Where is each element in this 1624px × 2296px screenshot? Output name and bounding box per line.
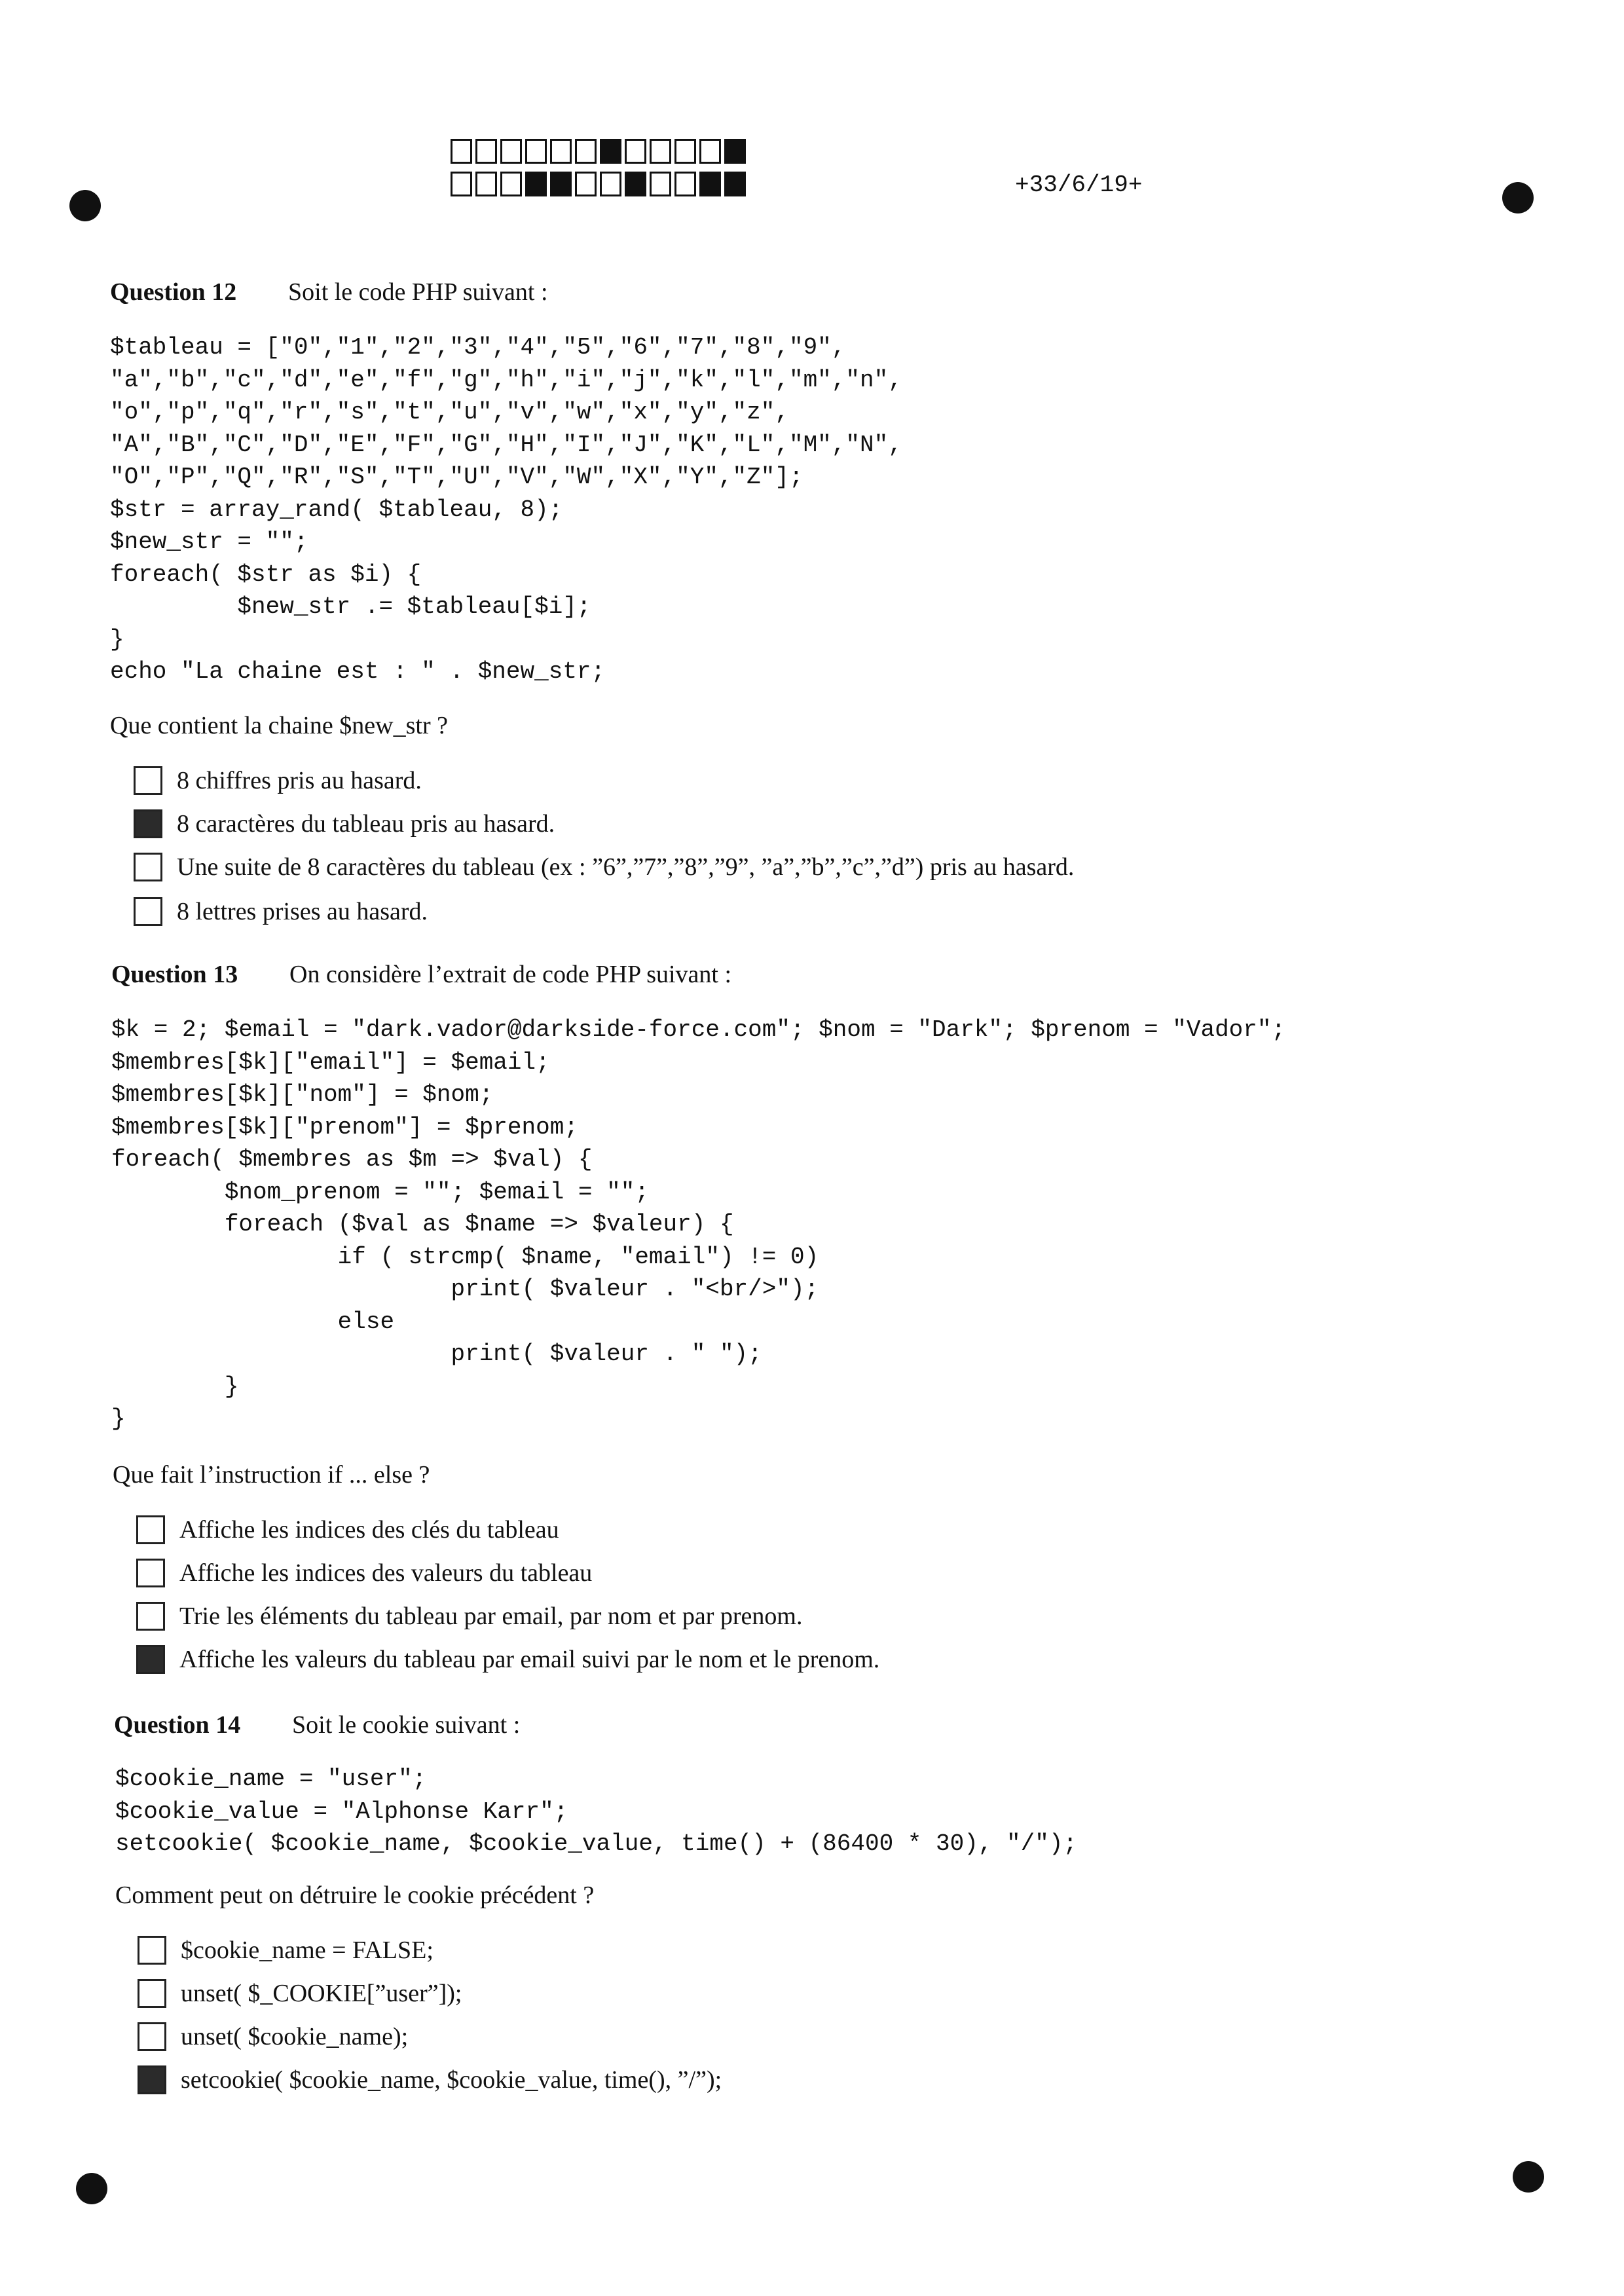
barcode-cell <box>625 139 646 164</box>
barcode-cell <box>674 139 696 164</box>
answer-checkbox[interactable] <box>138 1936 166 1965</box>
question-14-option-3[interactable] <box>138 2022 408 2051</box>
barcode-cell <box>525 172 547 196</box>
answer-checkbox[interactable] <box>136 1559 165 1587</box>
option-label: unset( $_COOKIE[”user”]); <box>181 1980 462 2007</box>
barcode-cell <box>699 172 721 196</box>
option-label: Affiche les indices des valeurs du tableau <box>179 1559 593 1587</box>
barcode-cell <box>650 139 671 164</box>
barcode-cell <box>625 172 646 196</box>
answer-checkbox[interactable] <box>136 1645 165 1674</box>
question-intro: On considère l’extrait de code PHP suivant : <box>289 961 732 988</box>
barcode-cell <box>724 139 746 164</box>
barcode-cell <box>600 139 621 164</box>
question-14-option-1[interactable] <box>138 1936 434 1965</box>
question-number: Question 14 <box>114 1711 241 1739</box>
barcode-cell <box>525 139 547 164</box>
option-label: Affiche les valeurs du tableau par email suivi par le nom et le prenom. <box>179 1646 880 1673</box>
option-label: Affiche les indices des clés du tableau <box>179 1516 559 1544</box>
question-13-option-3[interactable] <box>136 1602 802 1631</box>
registration-mark-bottom-left <box>76 2173 107 2204</box>
answer-checkbox[interactable] <box>134 809 162 838</box>
question-12-code: $tableau = ["0","1","2","3","4","5","6","7","8","9", "a","b","c","d","e","f","g","h","i","j","k","l","m","n", "o","p","q","r","s","t","u","v","w","x","y","z", "A","B","C","D","E","F","G","H","I","J","K","L","M","N", "O","P","Q","R","S","T","U","V","W","X","Y","Z"]; $str = array_rand( $tableau, 8); $new_str = ""; foreach( $str as $i) { $new_str .= $tableau[$i]; } echo "La chaine est : " . $new_str; <box>110 334 902 685</box>
option-label: Une suite de 8 caractères du tableau (ex : ”6”,”7”,”8”,”9”, ”a”,”b”,”c”,”d”) pris au hasard. <box>177 853 1075 881</box>
question-12-option-3[interactable] <box>134 853 1074 881</box>
barcode-cell <box>451 139 472 164</box>
question-13-prompt: Que fait l’instruction if ... else ? <box>113 1461 430 1489</box>
option-label: 8 caractères du tableau pris au hasard. <box>177 810 555 838</box>
question-13-header <box>111 960 731 989</box>
question-12-option-1[interactable] <box>134 766 422 795</box>
registration-mark-top-left <box>69 190 101 221</box>
answer-checkbox[interactable] <box>134 766 162 795</box>
registration-mark-bottom-right <box>1513 2161 1544 2193</box>
answer-checkbox[interactable] <box>134 897 162 926</box>
question-14-code: $cookie_name = "user"; $cookie_value = "Alphonse Karr"; setcookie( $cookie_name, $cookie_value, time() + (86400 * 30), "/"); <box>115 1766 1078 1857</box>
barcode-cell <box>650 172 671 196</box>
question-number: Question 12 <box>110 278 237 306</box>
answer-checkbox[interactable] <box>134 853 162 881</box>
barcode-cell <box>550 139 572 164</box>
option-label: 8 lettres prises au hasard. <box>177 898 428 925</box>
question-12-header <box>110 278 548 306</box>
barcode-cell <box>475 172 497 196</box>
question-13-option-2[interactable] <box>136 1559 592 1587</box>
question-14-prompt: Comment peut on détruire le cookie précédent ? <box>115 1881 595 1909</box>
registration-mark-top-right <box>1502 182 1534 213</box>
barcode-cell <box>451 172 472 196</box>
question-number: Question 13 <box>111 961 238 988</box>
question-12-option-4[interactable] <box>134 897 428 926</box>
page-id: +33/6/19+ <box>1015 172 1143 198</box>
barcode-cell <box>575 139 597 164</box>
barcode-cell <box>600 172 621 196</box>
question-13-code: $k = 2; $email = "dark.vador@darkside-force.com"; $nom = "Dark"; $prenom = "Vador"; $membres[$k]["email"] = $email; $membres[$k]["nom"] = $nom; $membres[$k]["prenom"] = $prenom; foreach( $membres as $m => $val) { $nom_prenom = ""; $email = ""; foreach ($val as $name => $valeur) { if ( strcmp( $name, "email") != 0) print( $valeur . "<br/>"); else print( $valeur . " "); } } <box>111 1016 1286 1432</box>
question-intro: Soit le code PHP suivant : <box>288 278 548 306</box>
question-12-option-2[interactable] <box>134 809 555 838</box>
barcode-cell <box>699 139 721 164</box>
option-label: setcookie( $cookie_name, $cookie_value, time(), ”/”); <box>181 2066 722 2094</box>
option-label: 8 chiffres pris au hasard. <box>177 767 422 794</box>
answer-checkbox[interactable] <box>136 1515 165 1544</box>
question-intro: Soit le cookie suivant : <box>292 1711 521 1739</box>
barcode-cell <box>724 172 746 196</box>
question-13-option-4[interactable] <box>136 1645 879 1674</box>
barcode-cell <box>575 172 597 196</box>
question-14-option-4[interactable] <box>138 2065 722 2094</box>
question-14-header <box>114 1711 520 1739</box>
question-14-option-2[interactable] <box>138 1979 462 2008</box>
answer-checkbox[interactable] <box>138 2022 166 2051</box>
answer-checkbox[interactable] <box>138 2065 166 2094</box>
barcode-row-1 <box>451 139 749 164</box>
option-label: unset( $cookie_name); <box>181 2023 409 2050</box>
answer-checkbox[interactable] <box>136 1602 165 1631</box>
barcode-cell <box>550 172 572 196</box>
option-label: $cookie_name = FALSE; <box>181 1936 434 1964</box>
barcode-cell <box>674 172 696 196</box>
option-label: Trie les éléments du tableau par email, par nom et par prenom. <box>179 1602 803 1630</box>
barcode-cell <box>500 172 522 196</box>
question-13-option-1[interactable] <box>136 1515 559 1544</box>
barcode-row-2 <box>451 172 749 196</box>
question-12-prompt: Que contient la chaine $new_str ? <box>110 712 448 739</box>
barcode-cell <box>500 139 522 164</box>
barcode-cell <box>475 139 497 164</box>
answer-checkbox[interactable] <box>138 1979 166 2008</box>
